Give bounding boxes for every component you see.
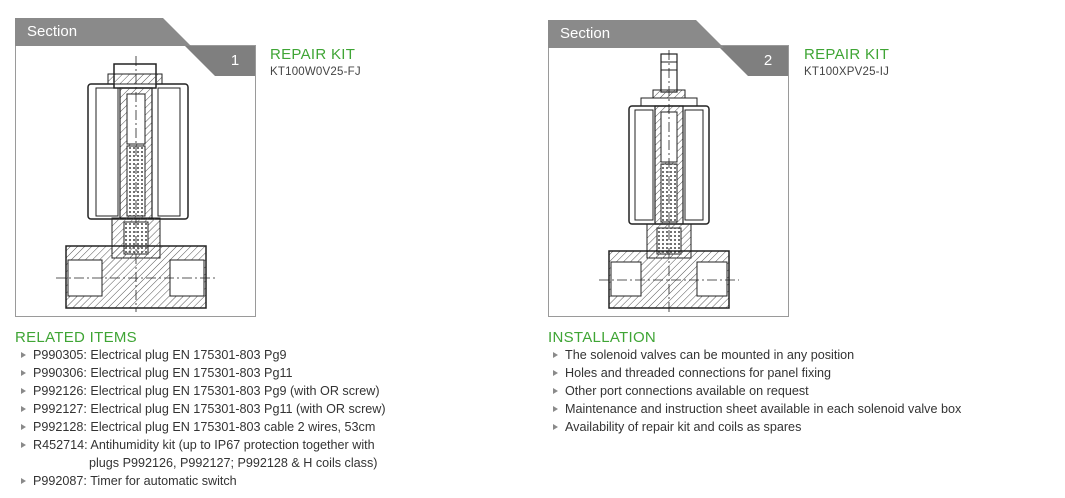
related-items-heading: RELATED ITEMS: [15, 329, 137, 346]
valve-section-drawing-1: [16, 46, 255, 316]
repair-kit-code-2: KT100XPV25-IJ: [804, 66, 890, 78]
installation-heading: INSTALLATION: [548, 329, 657, 346]
related-items-list: [17, 346, 437, 490]
list-item: Maintenance and instruction sheet available in each solenoid valve box: [549, 400, 1049, 418]
list-item: The solenoid valves can be mounted in any position: [549, 346, 1049, 364]
list-item: P990306: Electrical plug EN 175301-803 Pg11: [17, 364, 437, 382]
list-item: P992087: Timer for automatic switch: [17, 472, 437, 490]
section-tab-2: Section: [548, 20, 696, 48]
list-item: P992127: Electrical plug EN 175301-803 Pg11 (with OR screw): [17, 400, 437, 418]
list-item: P992126: Electrical plug EN 175301-803 Pg9 (with OR screw): [17, 382, 437, 400]
section-number-badge: 1: [215, 46, 255, 76]
section-drawing-box-1: [15, 45, 256, 317]
list-item: P992128: Electrical plug EN 175301-803 cable 2 wires, 53cm: [17, 418, 437, 436]
list-item: Other port connections available on request: [549, 382, 1049, 400]
section-tab-1: Section: [15, 18, 163, 46]
list-item: Holes and threaded connections for panel fixing: [549, 364, 1049, 382]
list-item: P990305: Electrical plug EN 175301-803 Pg9: [17, 346, 437, 364]
section-number-badge: 2: [748, 46, 788, 76]
list-item: Availability of repair kit and coils as spares: [549, 418, 1049, 436]
repair-kit-code-1: KT100W0V25-FJ: [270, 66, 361, 78]
repair-kit-title-1: REPAIR KIT: [270, 46, 356, 63]
valve-section-drawing-2: [549, 46, 788, 316]
installation-list: [549, 346, 1049, 436]
list-item: R452714: Antihumidity kit (up to IP67 protection together with: [17, 436, 437, 454]
repair-kit-title-2: REPAIR KIT: [804, 46, 890, 63]
section-drawing-box-2: [548, 45, 789, 317]
list-item-continuation: plugs P992126, P992127; P992128 & H coils class): [89, 456, 378, 470]
